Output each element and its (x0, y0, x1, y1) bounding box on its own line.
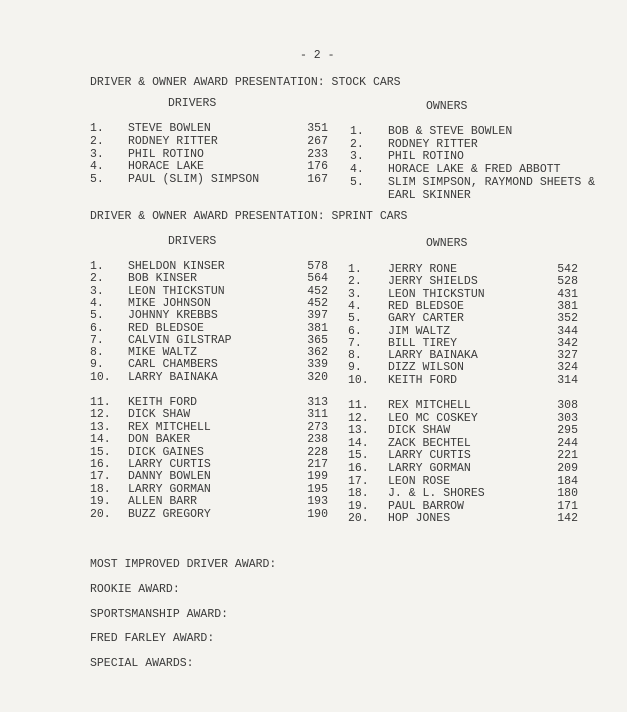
entry-name: MIKE WALTZ (128, 346, 198, 360)
rank: 15. (348, 449, 369, 463)
entry-name: LARRY GORMAN (388, 462, 471, 475)
entry-name: BOB KINSER (128, 272, 198, 286)
entry-name: RODNEY RITTER (128, 135, 218, 148)
list-item (0, 289, 627, 302)
rank: 12. (348, 411, 369, 425)
entry-name: PHIL ROTINO (128, 148, 204, 161)
rank: 2. (90, 135, 104, 148)
award-label: MOST IMPROVED DRIVER AWARD: (90, 558, 277, 571)
entry-name: JERRY SHIELDS (388, 275, 478, 289)
points: 273 (307, 420, 328, 434)
rank: 17. (90, 470, 111, 484)
list-item (0, 301, 627, 314)
rank: 5. (90, 173, 104, 186)
entry-name: DICK GAINES (128, 445, 204, 459)
rank: 13. (90, 420, 111, 434)
list-item (0, 425, 627, 438)
rank: 1. (90, 260, 104, 273)
entry-name: LEO MC COSKEY (388, 411, 478, 425)
points: 228 (307, 445, 328, 459)
points: 313 (307, 396, 328, 409)
points: 167 (307, 173, 328, 186)
points: 303 (557, 411, 578, 425)
entry-name: REX MITCHELL (388, 399, 471, 412)
points: 327 (557, 349, 578, 363)
points: 171 (557, 499, 578, 513)
points: 195 (307, 482, 328, 496)
entry-name: HORACE LAKE (128, 160, 204, 173)
points: 452 (307, 296, 328, 310)
list-item (0, 164, 627, 177)
rank: 6. (90, 321, 104, 335)
list-item (0, 501, 627, 514)
entry-name: ALLEN BARR (128, 495, 198, 509)
points: 295 (557, 424, 578, 438)
points: 324 (557, 361, 578, 375)
rank: 4. (90, 296, 104, 310)
points: 244 (557, 436, 578, 450)
entry-name: ZACK BECHTEL (388, 436, 471, 450)
rank: 9. (90, 358, 104, 372)
points: 184 (557, 474, 578, 488)
rank: 4. (348, 299, 362, 313)
list-item (0, 488, 627, 501)
stock-drivers-header: DRIVERS (168, 97, 217, 110)
entry-name: DICK SHAW (388, 424, 451, 438)
points: 344 (557, 324, 578, 338)
points: 320 (307, 370, 328, 384)
rank: 8. (90, 346, 104, 360)
points: 365 (307, 333, 328, 347)
rank: 1. (350, 125, 364, 138)
points: 352 (557, 312, 578, 326)
entry-name: CARL CHAMBERS (128, 358, 218, 372)
rank: 14. (348, 436, 369, 450)
rank: 19. (90, 495, 111, 509)
list-item (0, 276, 627, 289)
points: 267 (307, 135, 328, 148)
rank: 20. (90, 507, 111, 521)
entry-name: RED BLEDSOE (388, 299, 464, 313)
entry-name: BUZZ GREGORY (128, 507, 211, 521)
entry-name: JERRY RONE (388, 263, 458, 276)
list-item (0, 313, 627, 326)
list-item (0, 450, 627, 463)
rank: 3. (90, 284, 104, 298)
points: 180 (557, 487, 578, 501)
list-item (0, 438, 627, 451)
list-item (0, 350, 627, 363)
list-item (0, 139, 627, 152)
entry-name: GARY CARTER (388, 312, 464, 326)
rank: 3. (350, 150, 364, 163)
points: 342 (557, 336, 578, 350)
points: 397 (307, 309, 328, 323)
list-item (0, 362, 627, 375)
rank: 10. (90, 370, 111, 384)
points: 199 (307, 470, 328, 484)
stock-section-title: DRIVER & OWNER AWARD PRESENTATION: STOCK CARS (90, 76, 401, 89)
entry-name: LARRY BAINAKA (128, 370, 218, 384)
points: 351 (307, 122, 328, 135)
rank: 13. (348, 424, 369, 438)
points: 217 (307, 458, 328, 471)
entry-name: BILL TIREY (388, 336, 458, 350)
rank: 4. (350, 163, 364, 176)
points: 193 (307, 495, 328, 509)
rank: 16. (90, 458, 111, 471)
entry-name: HOP JONES (388, 512, 451, 526)
points: 452 (307, 284, 328, 298)
rank: 4. (90, 160, 104, 173)
rank: 7. (348, 336, 362, 350)
points: 339 (307, 358, 328, 372)
points: 314 (557, 373, 578, 387)
entry-name: RODNEY RITTER (388, 138, 478, 151)
sprint-drivers-header: DRIVERS (168, 235, 217, 248)
points: 209 (557, 462, 578, 475)
entry-name: HORACE LAKE & FRED ABBOTT (388, 163, 561, 176)
entry-name: LARRY GORMAN (128, 482, 211, 496)
points: 578 (307, 260, 328, 273)
rank: 18. (90, 482, 111, 496)
entry-name: CALVIN GILSTRAP (128, 333, 232, 347)
rank: 5. (90, 309, 104, 323)
rank: 8. (348, 349, 362, 363)
points: 381 (557, 299, 578, 313)
list-item (0, 326, 627, 339)
points: 528 (557, 275, 578, 289)
entry-name: STEVE BOWLEN (128, 122, 211, 135)
entry-name: MIKE JOHNSON (128, 296, 211, 310)
points: 362 (307, 346, 328, 360)
rank: 7. (90, 333, 104, 347)
rank: 5. (348, 312, 362, 326)
rank: 1. (348, 263, 362, 276)
award-label: FRED FARLEY AWARD: (90, 632, 215, 645)
list-item (0, 413, 627, 426)
rank: 20. (348, 512, 369, 526)
rank: 14. (90, 433, 111, 447)
points: 542 (557, 263, 578, 276)
entry-name: JOHNNY KREBBS (128, 309, 218, 323)
entry-name: LEON ROSE (388, 474, 451, 488)
points: 176 (307, 160, 328, 173)
entry-name: LARRY CURTIS (388, 449, 471, 463)
rank: 5. (350, 176, 364, 189)
entry-name: JIM WALTZ (388, 324, 451, 338)
rank: 11. (90, 396, 111, 409)
entry-name: LEON THICKSTUN (388, 287, 485, 301)
entry-name: DANNY BOWLEN (128, 470, 211, 484)
entry-name: SLIM SIMPSON, RAYMOND SHEETS & EARL SKINNER (388, 176, 596, 202)
rank: 15. (90, 445, 111, 459)
points: 381 (307, 321, 328, 335)
rank: 11. (348, 399, 369, 412)
points: 311 (307, 408, 328, 422)
rank: 3. (348, 287, 362, 301)
points: 308 (557, 399, 578, 412)
entry-name: DIZZ WILSON (388, 361, 464, 375)
rank: 17. (348, 474, 369, 488)
rank: 1. (90, 122, 104, 135)
list-item (0, 513, 627, 526)
entry-name: RED BLEDSOE (128, 321, 204, 335)
page-number: - 2 - (300, 49, 335, 62)
list-item (0, 126, 627, 139)
points: 431 (557, 287, 578, 301)
award-label: ROOKIE AWARD: (90, 583, 180, 596)
points: 221 (557, 449, 578, 463)
list-item (0, 264, 627, 277)
points: 238 (307, 433, 328, 447)
list-item (0, 176, 627, 202)
rank: 10. (348, 373, 369, 387)
entry-name: KEITH FORD (388, 373, 458, 387)
points: 233 (307, 148, 328, 161)
entry-name: BOB & STEVE BOWLEN (388, 125, 513, 138)
list-item (0, 375, 627, 388)
rank: 18. (348, 487, 369, 501)
entry-name: PAUL (SLIM) SIMPSON (128, 173, 260, 186)
entry-name: DON BAKER (128, 433, 191, 447)
entry-name: PHIL ROTINO (388, 150, 464, 163)
list-item (0, 400, 627, 413)
rank: 2. (90, 272, 104, 286)
entry-name: LARRY BAINAKA (388, 349, 478, 363)
sprint-owners-header: OWNERS (426, 237, 468, 250)
points: 190 (307, 507, 328, 521)
list-item (0, 338, 627, 351)
rank: 9. (348, 361, 362, 375)
rank: 19. (348, 499, 369, 513)
list-item (0, 476, 627, 489)
rank: 16. (348, 462, 369, 475)
stock-owners-header: OWNERS (426, 100, 468, 113)
rank: 12. (90, 408, 111, 422)
rank: 6. (348, 324, 362, 338)
rank: 2. (348, 275, 362, 289)
entry-name: PAUL BARROW (388, 499, 464, 513)
sprint-section-title: DRIVER & OWNER AWARD PRESENTATION: SPRINT CARS (90, 210, 408, 223)
award-label: SPECIAL AWARDS: (90, 657, 194, 670)
rank: 3. (90, 148, 104, 161)
list-item (0, 148, 627, 164)
entry-name: SHELDON KINSER (128, 260, 225, 273)
points: 564 (307, 272, 328, 286)
entry-name: KEITH FORD (128, 396, 198, 409)
entry-name: DICK SHAW (128, 408, 191, 422)
award-label: SPORTSMANSHIP AWARD: (90, 608, 229, 621)
entry-name: LARRY CURTIS (128, 458, 211, 471)
points: 142 (557, 512, 578, 526)
list-item (0, 463, 627, 476)
entry-name: J. & L. SHORES (388, 487, 485, 501)
rank: 2. (350, 138, 364, 151)
entry-name: LEON THICKSTUN (128, 284, 225, 298)
entry-name: REX MITCHELL (128, 420, 211, 434)
